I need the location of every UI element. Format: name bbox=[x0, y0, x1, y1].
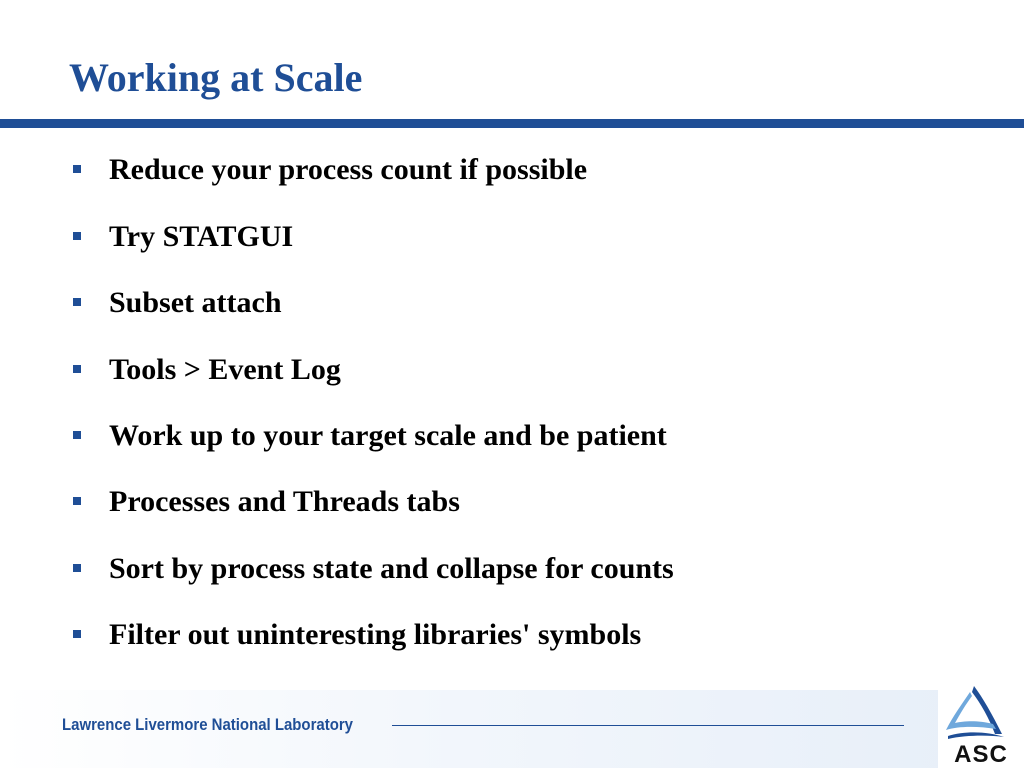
bullet-item bbox=[0, 416, 1024, 456]
asc-logo-icon bbox=[938, 682, 1024, 768]
asc-logo-graphic bbox=[938, 682, 1024, 768]
square-bullet-icon bbox=[73, 564, 81, 572]
title-rule bbox=[0, 119, 1024, 128]
bullet-item bbox=[0, 350, 1024, 390]
square-bullet-icon bbox=[73, 365, 81, 373]
square-bullet-icon bbox=[73, 497, 81, 505]
asc-logo-text: ASC bbox=[954, 741, 1008, 768]
bullet-item bbox=[0, 150, 1024, 190]
slide-footer bbox=[0, 690, 1024, 768]
bullet-text: Reduce your process count if possible bbox=[109, 153, 588, 186]
bullet-item bbox=[0, 283, 1024, 323]
bullet-text: Filter out uninteresting libraries' symbols bbox=[109, 618, 642, 651]
bullet-text: Sort by process state and collapse for counts bbox=[109, 552, 674, 585]
footer-organization: Lawrence Livermore National Laboratory bbox=[62, 715, 353, 734]
square-bullet-icon bbox=[73, 298, 81, 306]
bullet-item bbox=[0, 217, 1024, 257]
bullet-item bbox=[0, 549, 1024, 589]
square-bullet-icon bbox=[73, 232, 81, 240]
footer-rule bbox=[392, 725, 904, 726]
bullet-text: Processes and Threads tabs bbox=[109, 485, 460, 518]
bullet-text: Tools > Event Log bbox=[109, 353, 341, 386]
bullet-text: Work up to your target scale and be patient bbox=[109, 419, 667, 452]
bullet-text: Subset attach bbox=[109, 286, 282, 319]
square-bullet-icon bbox=[73, 165, 81, 173]
bullet-text: Try STATGUI bbox=[109, 220, 294, 253]
bullet-item bbox=[0, 482, 1024, 522]
square-bullet-icon bbox=[73, 630, 81, 638]
slide-title: Working at Scale bbox=[69, 55, 363, 100]
square-bullet-icon bbox=[73, 431, 81, 439]
bullet-item bbox=[0, 615, 1024, 655]
